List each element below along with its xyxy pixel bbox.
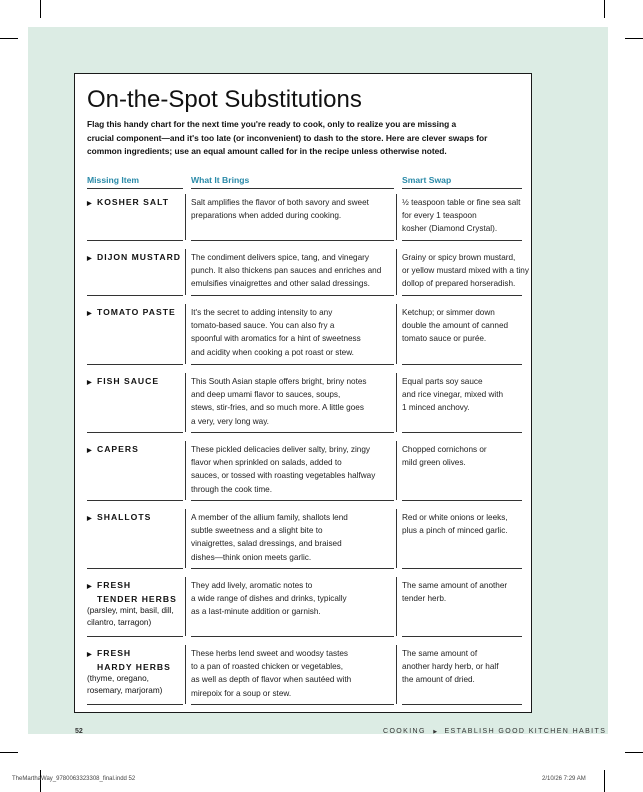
- smart-swap-cell: [402, 375, 503, 415]
- crop-mark: [604, 770, 605, 792]
- column-divider: [396, 509, 397, 568]
- column-divider: [396, 441, 397, 500]
- triangle-bullet-icon: ▶: [87, 380, 92, 386]
- smart-swap-line: another hardy herb, or half: [402, 662, 499, 672]
- what-it-brings-line: It's the secret to adding intensity to any: [191, 308, 333, 317]
- smart-swap-cell: [402, 251, 529, 291]
- smart-swap-line: The same amount of: [402, 649, 478, 658]
- smart-swap-line: dollop of prepared horseradish.: [402, 279, 516, 289]
- triangle-bullet-icon: ▶: [87, 516, 92, 522]
- row-rule: [87, 364, 183, 365]
- what-it-brings-line: These pickled delicacies deliver salty, briny, zingy: [191, 445, 370, 454]
- row-rule: [191, 364, 394, 365]
- what-it-brings-line: preparations when added during cooking.: [191, 211, 342, 221]
- crop-mark: [0, 752, 18, 753]
- row-rule: [191, 704, 394, 705]
- missing-item-name: FRESH: [97, 648, 132, 658]
- page-number: 52: [75, 728, 83, 735]
- column-header-smart-swap: Smart Swap: [402, 175, 452, 185]
- triangle-bullet-icon: ▶: [87, 584, 92, 590]
- missing-item-name: TENDER HERBS: [97, 593, 177, 604]
- what-it-brings-line: through the cook time.: [191, 484, 273, 494]
- row-rule: [191, 636, 394, 637]
- what-it-brings-line: emulsifies vinaigrettes and other salad dressings.: [191, 279, 370, 289]
- triangle-bullet-icon: ▶: [87, 652, 92, 658]
- missing-item-examples: (parsley, mint, basil, dill,: [87, 606, 174, 615]
- row-rule: [87, 295, 183, 296]
- what-it-brings-line: This South Asian staple offers bright, briny notes: [191, 377, 367, 386]
- what-it-brings-line: sauces, or tossed with roasting vegetables halfway: [191, 471, 376, 481]
- row-rule: [402, 568, 522, 569]
- triangle-bullet-icon: ▶: [87, 256, 92, 262]
- smart-swap-line: double the amount of canned: [402, 321, 509, 331]
- missing-item-cell: [87, 512, 151, 526]
- row-rule: [87, 240, 183, 241]
- what-it-brings-cell: [191, 511, 348, 564]
- what-it-brings-line: punch. It also thickens pan sauces and enriches and: [191, 266, 382, 276]
- row-rule: [402, 636, 522, 637]
- missing-item-cell: [87, 580, 177, 629]
- missing-item-examples: (thyme, oregano,: [87, 674, 149, 683]
- what-it-brings-cell: [191, 443, 375, 496]
- missing-item-name: TOMATO PASTE: [97, 307, 176, 317]
- print-slug-date: 2/10/26 7:29 AM: [542, 776, 586, 782]
- what-it-brings-cell: [191, 306, 361, 359]
- intro-line: crucial component—and it's too late (or inconvenient) to dash to the store. Here are clever swaps for: [87, 132, 488, 143]
- what-it-brings-line: Salt amplifies the flavor of both savory and sweet: [191, 198, 369, 207]
- column-divider: [396, 645, 397, 704]
- smart-swap-line: The same amount of another: [402, 581, 508, 590]
- footer-arrow-icon: ▶: [433, 729, 438, 735]
- missing-item-cell: [87, 376, 159, 390]
- what-it-brings-line: a very, very long way.: [191, 416, 269, 426]
- column-divider: [185, 249, 186, 295]
- print-slug-file: TheMarthaWay_9780063323308_final.indd 52: [12, 776, 136, 782]
- crop-mark: [604, 0, 605, 18]
- what-it-brings-line: A member of the allium family, shallots lend: [191, 513, 348, 522]
- missing-item-examples: rosemary, marjoram): [87, 686, 163, 695]
- what-it-brings-line: mirepoix for a soup or stew.: [191, 688, 292, 698]
- what-it-brings-line: a wide range of dishes and drinks, typically: [191, 594, 347, 604]
- row-rule: [402, 295, 522, 296]
- row-rule: [87, 432, 183, 433]
- missing-item-cell: [87, 307, 176, 321]
- row-rule: [191, 432, 394, 433]
- row-rule: [87, 568, 183, 569]
- what-it-brings-line: The condiment delivers spice, tang, and vinegary: [191, 253, 369, 262]
- smart-swap-line: plus a pinch of minced garlic.: [402, 526, 508, 536]
- what-it-brings-cell: [191, 579, 347, 619]
- footer-section: COOKING: [383, 728, 426, 735]
- crop-mark: [625, 752, 643, 753]
- what-it-brings-line: flavor when sprinkled on salads, added to: [191, 458, 342, 468]
- smart-swap-line: kosher (Diamond Crystal).: [402, 224, 498, 234]
- intro-line: common ingredients; use an equal amount called for in the recipe unless otherwise noted.: [87, 146, 447, 156]
- smart-swap-line: Equal parts soy sauce: [402, 377, 483, 386]
- smart-swap-line: 1 minced anchovy.: [402, 403, 470, 413]
- missing-item-name: CAPERS: [97, 444, 139, 454]
- what-it-brings-line: tomato-based sauce. You can also fry a: [191, 321, 335, 331]
- row-rule: [87, 636, 183, 637]
- column-divider: [185, 373, 186, 432]
- what-it-brings-line: spoonful with aromatics for a hint of sweetness: [191, 334, 361, 344]
- triangle-bullet-icon: ▶: [87, 311, 92, 317]
- row-rule: [402, 704, 522, 705]
- missing-item-name: FISH SAUCE: [97, 376, 160, 386]
- what-it-brings-line: and deep umami flavor to sauces, soups,: [191, 390, 341, 400]
- what-it-brings-line: They add lively, aromatic notes to: [191, 581, 313, 590]
- missing-item-cell: [87, 444, 139, 458]
- header-rule: [87, 188, 183, 189]
- what-it-brings-cell: [191, 251, 381, 291]
- crop-mark: [0, 38, 18, 39]
- missing-item-name: HARDY HERBS: [97, 661, 171, 672]
- column-header-what-it-brings: What It Brings: [191, 175, 250, 185]
- missing-item-name: KOSHER SALT: [97, 197, 169, 207]
- what-it-brings-cell: [191, 375, 367, 428]
- smart-swap-cell: [402, 306, 508, 346]
- what-it-brings-line: vinaigrettes, salad dressings, and braised: [191, 539, 342, 549]
- missing-item-cell: [87, 197, 169, 211]
- what-it-brings-cell: [191, 196, 369, 222]
- smart-swap-line: Grainy or spicy brown mustard,: [402, 253, 516, 262]
- what-it-brings-line: These herbs lend sweet and woodsy tastes: [191, 649, 349, 658]
- what-it-brings-line: stews, stir-fries, and so much more. A little goes: [191, 403, 364, 413]
- smart-swap-line: Chopped cornichons or: [402, 445, 487, 454]
- smart-swap-cell: [402, 579, 507, 605]
- smart-swap-line: tender herb.: [402, 594, 447, 604]
- row-rule: [402, 500, 522, 501]
- column-divider: [185, 441, 186, 500]
- missing-item-cell: [87, 252, 181, 266]
- column-divider: [185, 645, 186, 704]
- smart-swap-cell: [402, 511, 508, 537]
- row-rule: [191, 240, 394, 241]
- crop-mark: [40, 0, 41, 18]
- smart-swap-line: mild green olives.: [402, 458, 466, 468]
- page-title: On-the-Spot Substitutions: [87, 86, 362, 113]
- smart-swap-cell: [402, 443, 487, 469]
- what-it-brings-line: and acidity when cooking a pot roast or stew.: [191, 347, 354, 357]
- header-rule: [402, 188, 522, 189]
- row-rule: [191, 568, 394, 569]
- what-it-brings-line: subtle sweetness and a slight bite to: [191, 526, 323, 536]
- triangle-bullet-icon: ▶: [87, 448, 92, 454]
- smart-swap-cell: [402, 647, 499, 687]
- smart-swap-line: the amount of dried.: [402, 675, 475, 685]
- smart-swap-line: Red or white onions or leeks,: [402, 513, 508, 522]
- row-rule: [87, 704, 183, 705]
- column-divider: [396, 373, 397, 432]
- column-divider: [185, 509, 186, 568]
- column-header-missing-item: Missing Item: [87, 175, 140, 185]
- column-divider: [396, 249, 397, 295]
- column-divider: [185, 577, 186, 636]
- smart-swap-line: for every 1 teaspoon: [402, 211, 477, 221]
- what-it-brings-cell: [191, 647, 351, 700]
- what-it-brings-line: as a last-minute addition or garnish.: [191, 607, 321, 617]
- row-rule: [402, 432, 522, 433]
- smart-swap-line: and rice vinegar, mixed with: [402, 390, 504, 400]
- column-divider: [396, 304, 397, 364]
- missing-item-name: SHALLOTS: [97, 512, 152, 522]
- row-rule: [191, 295, 394, 296]
- row-rule: [402, 240, 522, 241]
- triangle-bullet-icon: ▶: [87, 201, 92, 207]
- intro-line: Flag this handy chart for the next time you're ready to cook, only to realize you are missing a: [87, 119, 457, 129]
- smart-swap-line: ½ teaspoon table or fine sea salt: [402, 198, 521, 207]
- crop-mark: [625, 38, 643, 39]
- what-it-brings-line: to a pan of roasted chicken or vegetables,: [191, 662, 344, 672]
- header-rule: [191, 188, 394, 189]
- what-it-brings-line: dishes—think onion meets garlic.: [191, 552, 312, 562]
- smart-swap-line: tomato sauce or purée.: [402, 334, 487, 344]
- row-rule: [87, 500, 183, 501]
- substitutions-card: [74, 73, 532, 713]
- row-rule: [402, 364, 522, 365]
- smart-swap-line: or yellow mustard mixed with a tiny: [402, 266, 529, 276]
- column-divider: [185, 194, 186, 240]
- missing-item-examples: cilantro, tarragon): [87, 618, 152, 627]
- missing-item-cell: [87, 648, 171, 697]
- row-rule: [191, 500, 394, 501]
- column-divider: [396, 577, 397, 636]
- smart-swap-line: Ketchup; or simmer down: [402, 308, 495, 317]
- smart-swap-cell: [402, 196, 520, 236]
- running-footer: [383, 728, 606, 735]
- what-it-brings-line: as well as depth of flavor when sautéed with: [191, 675, 352, 685]
- missing-item-name: FRESH: [97, 580, 132, 590]
- missing-item-name: DIJON MUSTARD: [97, 252, 181, 262]
- column-divider: [396, 194, 397, 240]
- column-divider: [185, 304, 186, 364]
- intro-text: [87, 118, 527, 159]
- footer-chapter: ESTABLISH GOOD KITCHEN HABITS: [444, 728, 607, 735]
